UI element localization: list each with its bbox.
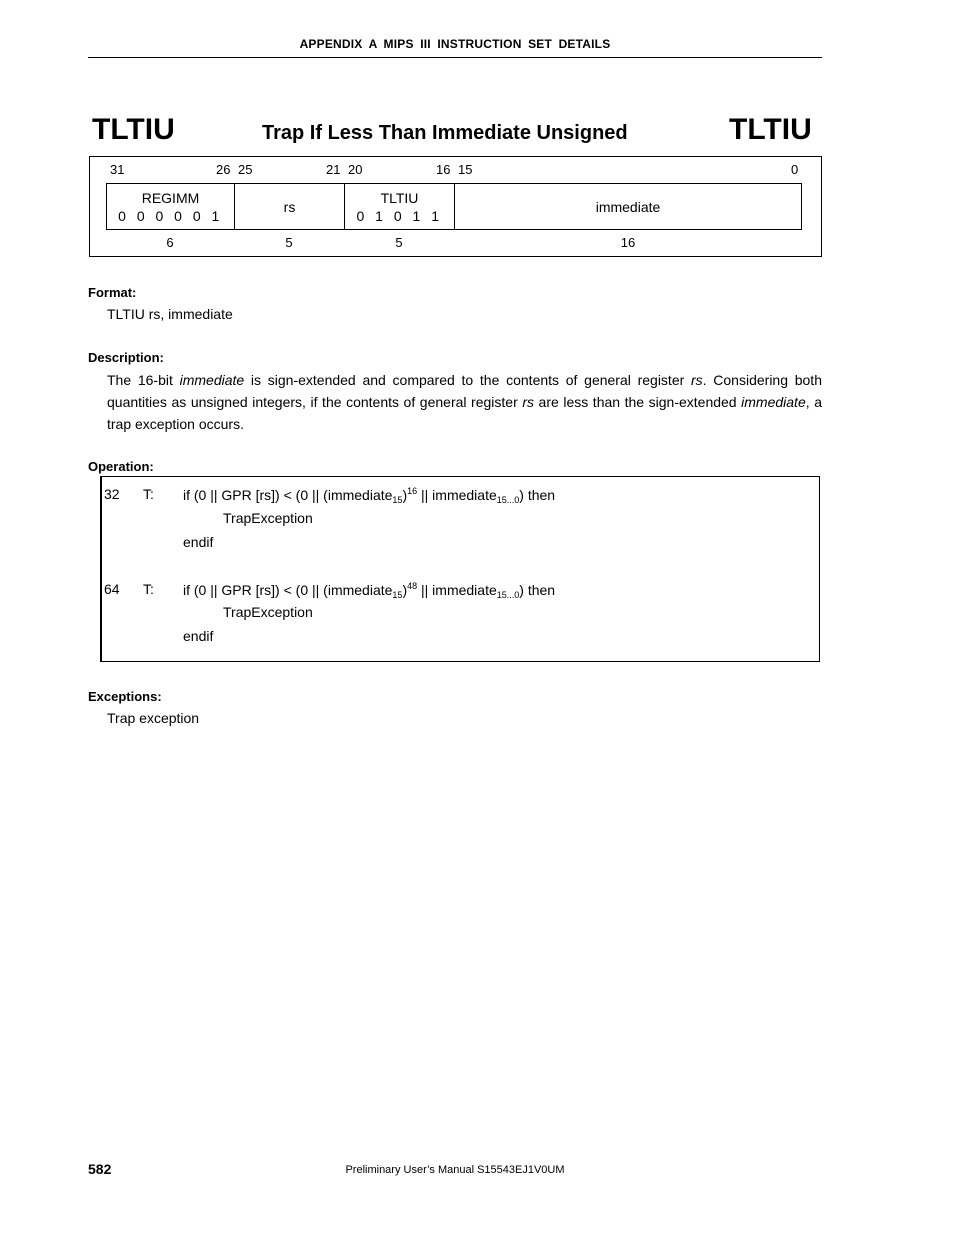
field-width-immediate: 16 [620, 235, 636, 250]
op-endif: endif [183, 534, 214, 550]
field-width-rs: 5 [285, 235, 293, 250]
emphasis-immediate: immediate [179, 372, 245, 388]
format-text: TLTIU rs, immediate [107, 306, 233, 322]
bit-number-25: 25 [238, 162, 253, 177]
description-text: The 16-bit immediate is sign-extended and compared to the contents of general register rs. Considering both quantities as unsigned integers, if the contents of general register rs are less than the sign-extended immediate, a trap exception occurs. [107, 372, 822, 432]
op-bits-32: 32 [104, 486, 120, 502]
op-body: TrapException [223, 604, 313, 620]
field-width-regimm: 6 [166, 235, 174, 250]
op-bits-64: 64 [104, 581, 120, 597]
description-heading: Description: [88, 350, 164, 365]
field-regimm [107, 184, 235, 229]
bit-number-21: 21 [326, 162, 341, 177]
field-tltiu [345, 184, 455, 229]
op-condition: if (0 || GPR [rs]) < (0 || (immediate$_{15}$)$^{48}$ || immediate$_{15...0}$) then [183, 581, 556, 600]
field-tltiu-name: TLTIU [380, 189, 419, 206]
bit-number-15: 15 [458, 162, 473, 177]
exceptions-heading: Exceptions: [88, 689, 162, 704]
emphasis-rs: rs [522, 394, 534, 410]
format-heading: Format: [88, 285, 137, 300]
bit-number-31: 31 [110, 162, 125, 177]
bit-number-16: 16 [436, 162, 451, 177]
field-regimm-code: 0 0 0 0 0 1 [118, 207, 223, 224]
mnemonic-left: TLTIU [92, 113, 175, 146]
running-header: APPENDIX A MIPS III INSTRUCTION SET DETAILS [299, 37, 611, 51]
operation-heading: Operation: [88, 459, 154, 474]
op-condition: if (0 || GPR [rs]) < (0 || (immediate$_{15}$)$^{16}$ || immediate$_{15...0}$) then [183, 486, 556, 505]
field-regimm-name: REGIMM [141, 189, 200, 206]
op-stage: T: [143, 486, 154, 502]
bit-number-0: 0 [791, 162, 799, 177]
instruction-title: Trap If Less Than Immediate Unsigned [262, 122, 628, 144]
op-endif: endif [183, 628, 214, 644]
exceptions-text: Trap exception [107, 710, 200, 726]
emphasis-immediate: immediate [741, 394, 806, 410]
encoding-fields [106, 183, 802, 230]
field-rs-name: rs [283, 198, 296, 215]
op-stage: T: [143, 581, 154, 597]
op-body: TrapException [223, 510, 313, 526]
bit-number-20: 20 [348, 162, 363, 177]
field-immediate [455, 184, 801, 229]
mnemonic-right: TLTIU [729, 113, 812, 146]
field-immediate-name: immediate [595, 198, 661, 215]
bit-number-26: 26 [216, 162, 231, 177]
emphasis-rs: rs [691, 372, 703, 388]
field-rs [235, 184, 345, 229]
footer-text: Preliminary User’s Manual S15543EJ1V0UM [345, 1164, 565, 1176]
header-rule [88, 57, 822, 58]
page-number: 582 [88, 1161, 112, 1177]
field-width-tltiu: 5 [395, 235, 403, 250]
field-tltiu-code: 0 1 0 1 1 [356, 207, 443, 224]
